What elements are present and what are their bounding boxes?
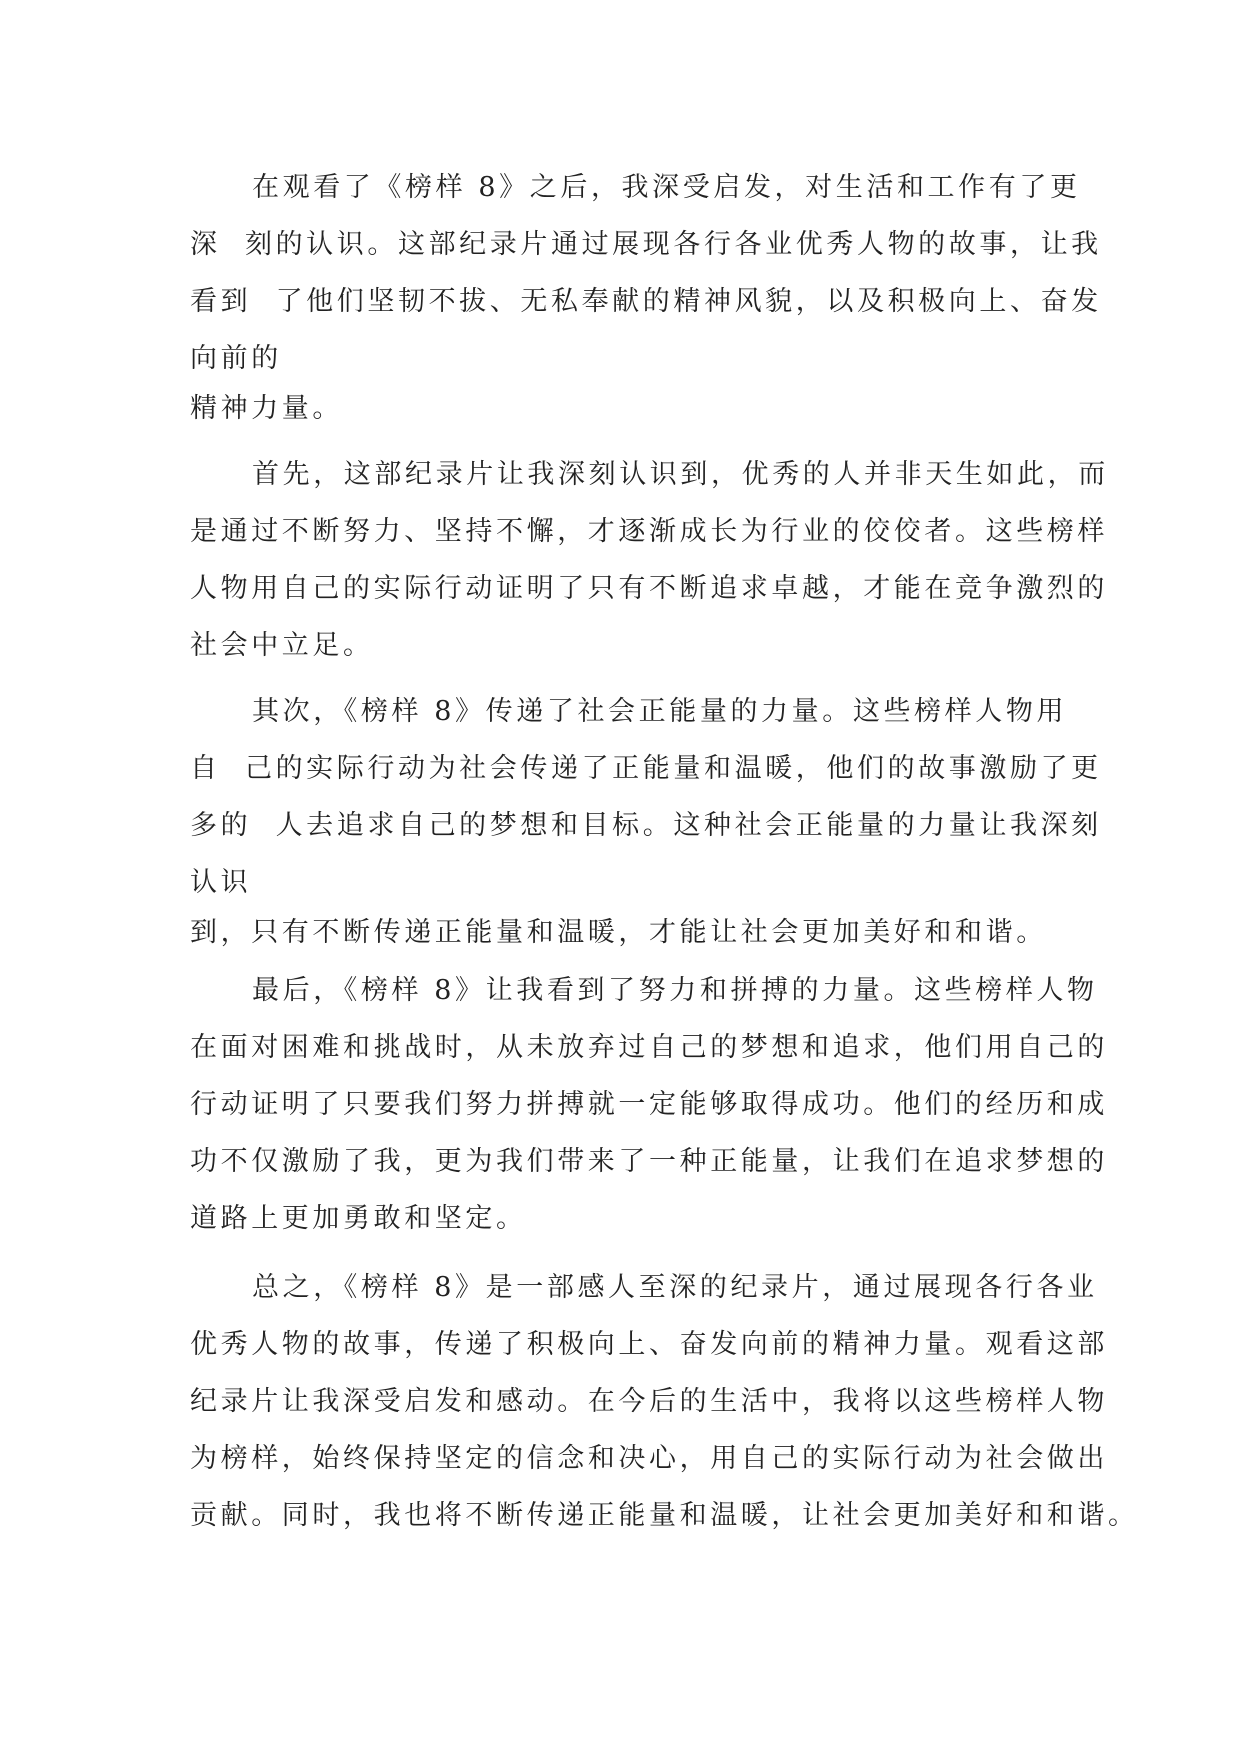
paragraph-5-line-5: 贡献。同时，我也将不断传递正能量和温暖，让社会更加美好和和谐。 xyxy=(190,1500,1139,1531)
paragraph-4-line-4: 功不仅激励了我，更为我们带来了一种正能量，让我们在追求梦想的 xyxy=(190,1146,1108,1177)
paragraph-2-line-1: 首先，这部纪录片让我深刻认识到，优秀的人并非天生如此，而 xyxy=(252,459,1109,490)
paragraph-1-line-2: 深 刻的认识。这部纪录片通过展现各行各业优秀人物的故事，让我 xyxy=(190,229,1102,260)
paragraph-3-line-5: 到，只有不断传递正能量和温暖，才能让社会更加美好和和谐。 xyxy=(190,917,1047,948)
paragraph-2-line-3: 人物用自己的实际行动证明了只有不断追求卓越，才能在竞争激烈的 xyxy=(190,573,1108,604)
paragraph-2-line-4: 社会中立足。 xyxy=(190,630,374,661)
paragraph-4-line-1: 最后，《榜样 8》让我看到了努力和拼搏的力量。这些榜样人物 xyxy=(252,975,1098,1006)
paragraph-1-line-4: 向前的 xyxy=(190,343,282,374)
paragraph-3-line-2: 自 己的实际行动为社会传递了正能量和温暖，他们的故事激励了更 xyxy=(190,753,1102,784)
paragraph-5-line-4: 为榜样，始终保持坚定的信念和决心，用自己的实际行动为社会做出 xyxy=(190,1443,1108,1474)
paragraph-1-line-3: 看到 了他们坚韧不拔、无私奉献的精神风貌，以及积极向上、奋发 xyxy=(190,286,1102,317)
paragraph-5-line-3: 纪录片让我深受启发和感动。在今后的生活中，我将以这些榜样人物 xyxy=(190,1386,1108,1417)
paragraph-2-line-2: 是通过不断努力、坚持不懈，才逐渐成长为行业的佼佼者。这些榜样 xyxy=(190,516,1108,547)
paragraph-4-line-5: 道路上更加勇敢和坚定。 xyxy=(190,1203,527,1234)
paragraph-4-line-2: 在面对困难和挑战时，从未放弃过自己的梦想和追求，他们用自己的 xyxy=(190,1032,1108,1063)
paragraph-5-line-2: 优秀人物的故事，传递了积极向上、奋发向前的精神力量。观看这部 xyxy=(190,1329,1108,1360)
paragraph-5-line-1: 总之，《榜样 8》是一部感人至深的纪录片，通过展现各行各业 xyxy=(252,1272,1098,1303)
paragraph-3-line-4: 认识 xyxy=(190,867,252,898)
paragraph-3-line-1: 其次，《榜样 8》传递了社会正能量的力量。这些榜样人物用 xyxy=(252,696,1068,727)
paragraph-4-line-3: 行动证明了只要我们努力拼搏就一定能够取得成功。他们的经历和成 xyxy=(190,1089,1108,1120)
paragraph-1-line-5: 精神力量。 xyxy=(190,393,343,424)
paragraph-1-line-1: 在观看了《榜样 8》之后，我深受启发，对生活和工作有了更 xyxy=(252,172,1081,203)
paragraph-3-line-3: 多的 人去追求自己的梦想和目标。这种社会正能量的力量让我深刻 xyxy=(190,810,1102,841)
